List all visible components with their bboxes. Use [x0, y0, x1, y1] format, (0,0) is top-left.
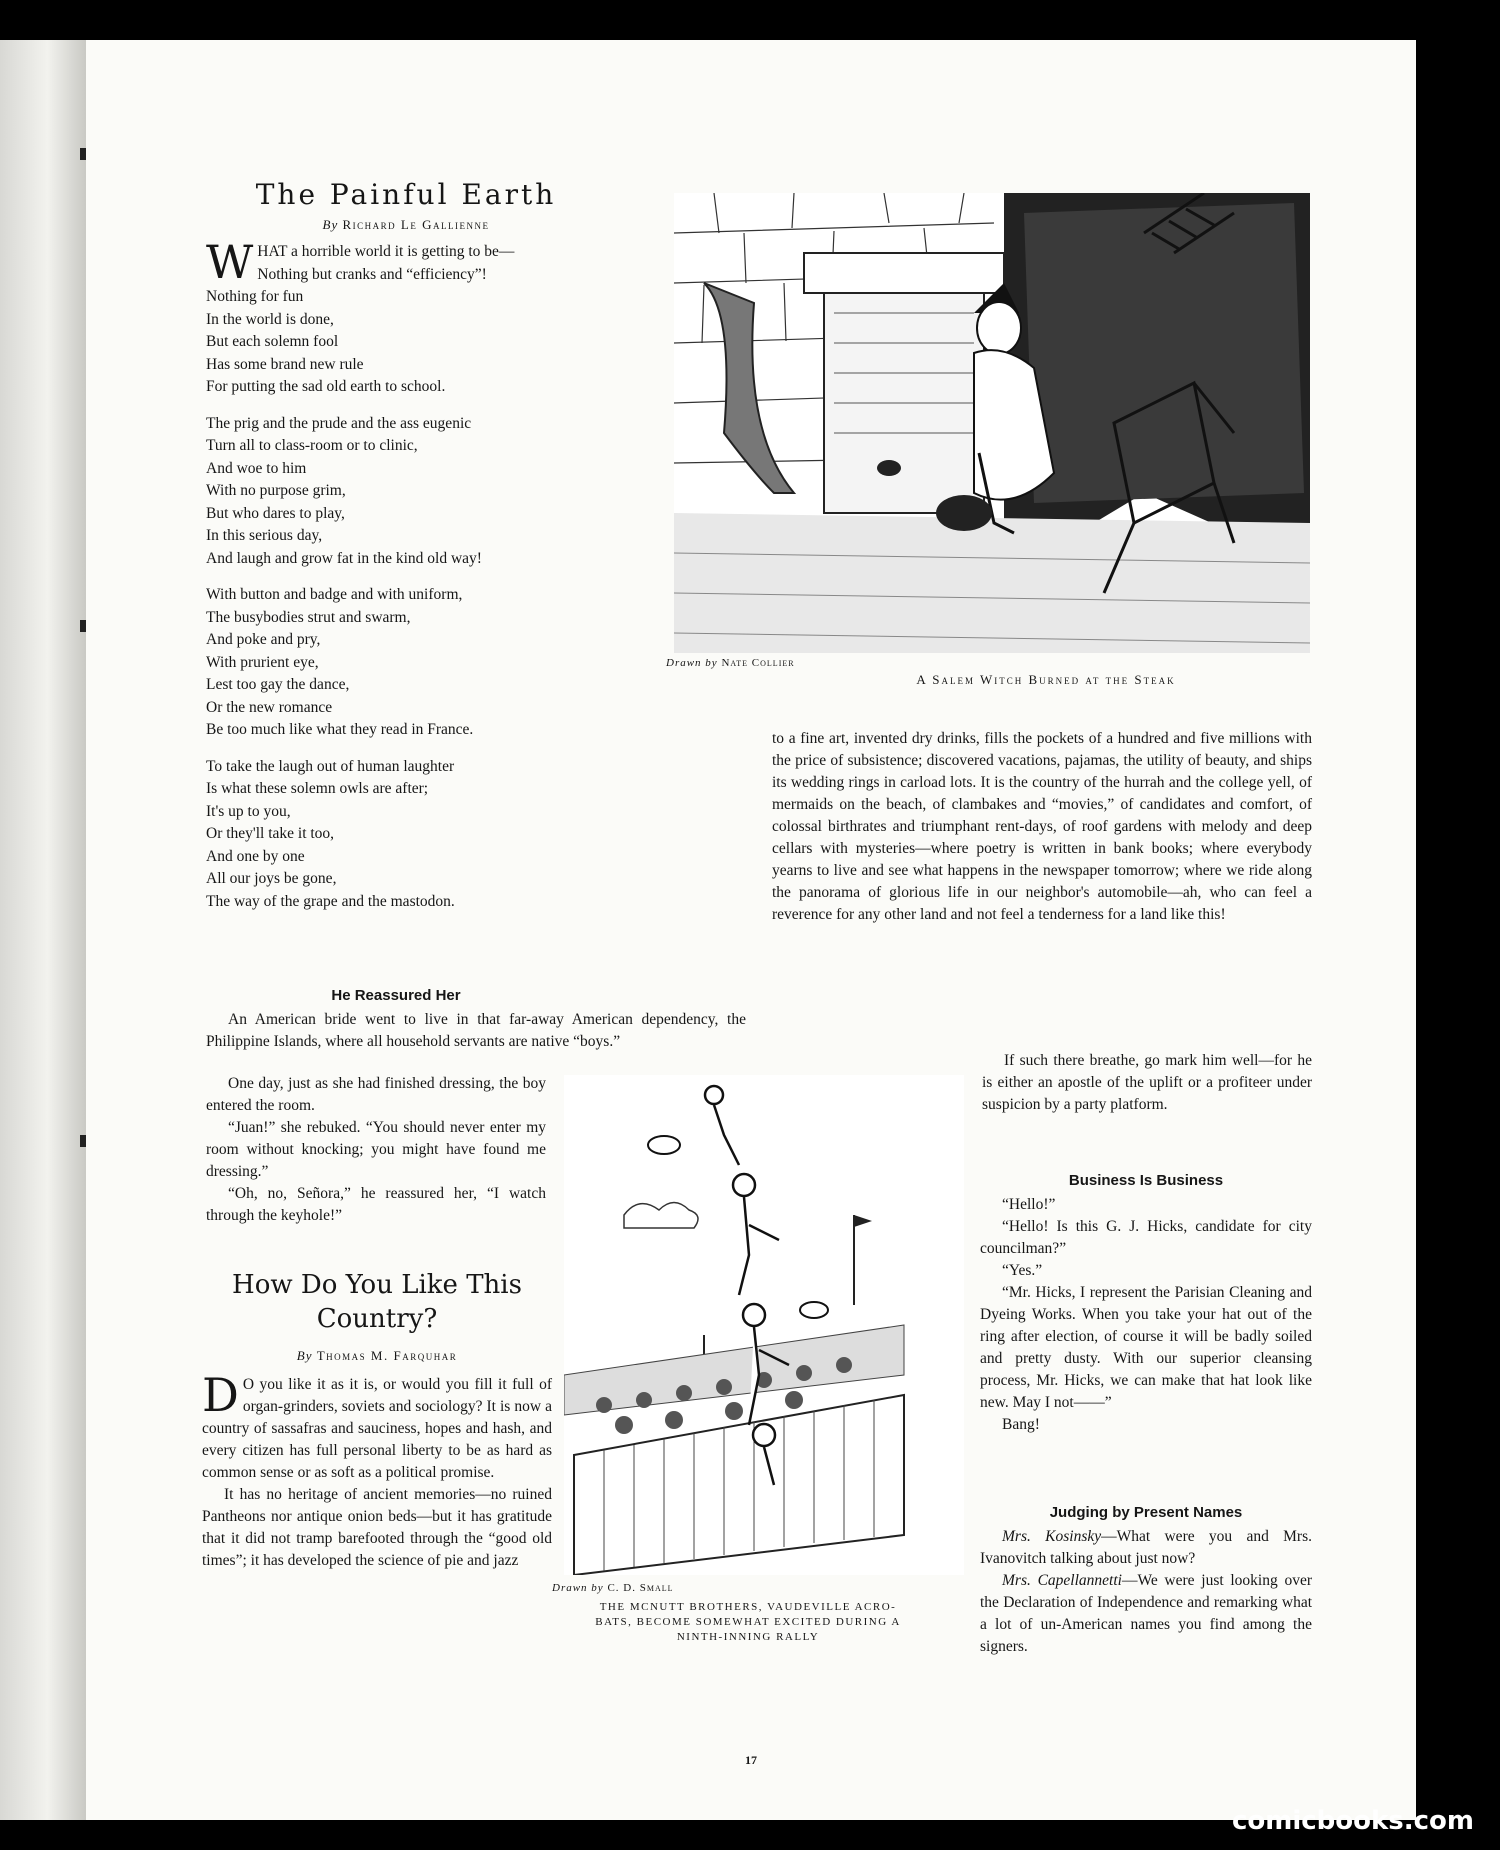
- country-paragraph: If such there breathe, go mark him well—for he is either an apostle of the uplift or a profiteer under suspicion by a party platform.: [982, 1052, 1312, 1113]
- acrobat-caption: THE MCNUTT BROTHERS, VAUDEVILLE ACRO- BATS, BECOME SOMEWHAT EXCITED DURING A NINTH-INNING RALLY: [595, 1601, 901, 1643]
- watermark: comicbooks.com: [1231, 1806, 1474, 1836]
- witch-credit: Drawn by Nate Collier: [666, 657, 795, 669]
- business-article: [980, 1170, 1312, 1436]
- poem-article: [206, 178, 606, 927]
- business-heading: Business Is Business: [1068, 1172, 1224, 1189]
- names-paragraph: Mrs. Kosinsky—What were you and Mrs. Ivanovitch talking about just now?: [980, 1528, 1312, 1567]
- country-article: [202, 1268, 552, 1572]
- names-heading: Judging by Present Names: [1049, 1504, 1243, 1521]
- business-paragraph: “Hello! Is this G. J. Hicks, candidate for city councilman?”: [980, 1218, 1312, 1257]
- country-continued: [772, 728, 1312, 926]
- witch-illustration: [674, 193, 1310, 653]
- country-byline: By Thomas M. Farquhar: [296, 1348, 458, 1363]
- acrobat-artist: C. D. Small: [607, 1582, 674, 1594]
- country-paragraph: D O you like it as it is, or would you fill it full of organ-grinders, soviets and sociology? It is now a country of sassafras and sauciness, hopes and hash, and every citizen has full personal liberty to be as hard as common sense or as soft as a political promise.: [202, 1368, 552, 1481]
- reassured-paragraph: “Juan!” she rebuked. “You should never enter my room without knocking; you might have found me dressing.”: [206, 1119, 546, 1180]
- poem-stanza: W HAT a horrible world it is getting to be— Nothing but cranks and “efficiency”! Nothing for fun In the world is done, But each solemn fool Has some brand new rule For putting the sad old earth to school.: [206, 235, 515, 395]
- reassured-paragraph: One day, just as she had finished dressing, the boy entered the room.: [206, 1075, 546, 1114]
- speaker-name: Mrs. Kosinsky: [1002, 1528, 1102, 1545]
- drop-cap: W: [206, 235, 254, 289]
- reassured-continued: [206, 1073, 546, 1227]
- reassured-heading: He Reassured Her: [331, 987, 461, 1004]
- business-paragraph: “Hello!”: [1002, 1196, 1056, 1213]
- drop-cap: D: [202, 1368, 239, 1422]
- reassured-article: [206, 985, 746, 1053]
- business-paragraph: Bang!: [1002, 1416, 1040, 1433]
- witch-drawing: [674, 193, 1310, 653]
- witch-caption: A Salem Witch Burned at the Steak: [916, 672, 1176, 687]
- binding-gutter: [0, 40, 86, 1820]
- business-paragraph: “Mr. Hicks, I represent the Parisian Cleaning and Dyeing Works. When you take your hat out of the ring after election, of course it will be badly soiled and pretty dusty. With our superior cleansing process, Mr. Hicks, we can make that hat look like new. May I not——”: [980, 1284, 1312, 1411]
- country-paragraph: to a fine art, invented dry drinks, fills the pockets of a hundred and five millions with the price of subsistence; discovered vacations, pajamas, the utility of beauty, and ships its wedding rings in carload lots. It is the country of the hurrah and the college yell, of mermaids on the beach, of clambakes and “movies,” of candidates and comfort, of colossal birthrates and triumphant rent-days, of roof gardens with melody and deep cellars with mysteries—where poetry is written in bank books; where everybody yearns to live and see what happens in the newspaper tomorrow; where we ride along the panorama of glorious life in our neighbor's automobile—ah, who can feel a reverence for any other land and not feel a tenderness for a land like this!: [772, 730, 1312, 923]
- poem-stanza: With button and badge and with uniform, The busybodies strut and swarm, And poke and pry, With prurient eye, Lest too gay the dance, Or the new romance Be too much like what they read in France.: [206, 586, 474, 738]
- acrobat-drawing: [564, 1075, 964, 1575]
- witch-artist: Nate Collier: [721, 657, 795, 669]
- poem-byline: By Richard Le Gallienne: [322, 217, 490, 232]
- country-closing: [982, 1050, 1312, 1116]
- business-paragraph: “Yes.”: [1002, 1262, 1043, 1279]
- magazine-page: [86, 40, 1416, 1820]
- country-author: Thomas M. Farquhar: [316, 1348, 458, 1363]
- poem-author: Richard Le Gallienne: [342, 217, 490, 232]
- speaker-name: Mrs. Capellannetti: [1002, 1572, 1122, 1589]
- names-paragraph: Mrs. Capellannetti—We were just looking over the Declaration of Independence and remarking what a lot of un-American names you find among the signers.: [980, 1572, 1312, 1655]
- country-paragraph: It has no heritage of ancient memories—no ruined Pantheons nor antique onion beds—but it has gratitude that it did not tramp barefooted through the “good old times”; it has developed the science of pie and jazz: [202, 1486, 552, 1569]
- poem-stanza: The prig and the prude and the ass eugenic Turn all to class-room or to clinic, And woe to him With no purpose grim, But who dares to play, In this serious day, And laugh and grow fat in the kind old way!: [206, 414, 482, 567]
- reassured-paragraph: An American bride went to live in that far-away American dependency, the Philippine Islands, where all household servants are native “boys.”: [206, 1011, 746, 1050]
- reassured-paragraph: “Oh, no, Señora,” he reassured her, “I watch through the keyhole!”: [206, 1185, 546, 1224]
- poem-stanza: To take the laugh out of human laughter Is what these solemn owls are after; It's up to you, Or they'll take it too, And one by one All our joys be gone, The way of the grape and the mastodon.: [206, 757, 455, 910]
- country-body: [202, 1368, 552, 1572]
- acrobat-credit: Drawn by C. D. Small: [552, 1582, 674, 1594]
- poem-title: The Painful Earth: [255, 178, 557, 211]
- poem-body: [206, 235, 606, 913]
- names-article: [980, 1502, 1312, 1658]
- acrobat-illustration: [564, 1075, 964, 1575]
- page-number: 17: [745, 1753, 757, 1767]
- country-title: How Do You Like This Country?: [232, 1270, 522, 1334]
